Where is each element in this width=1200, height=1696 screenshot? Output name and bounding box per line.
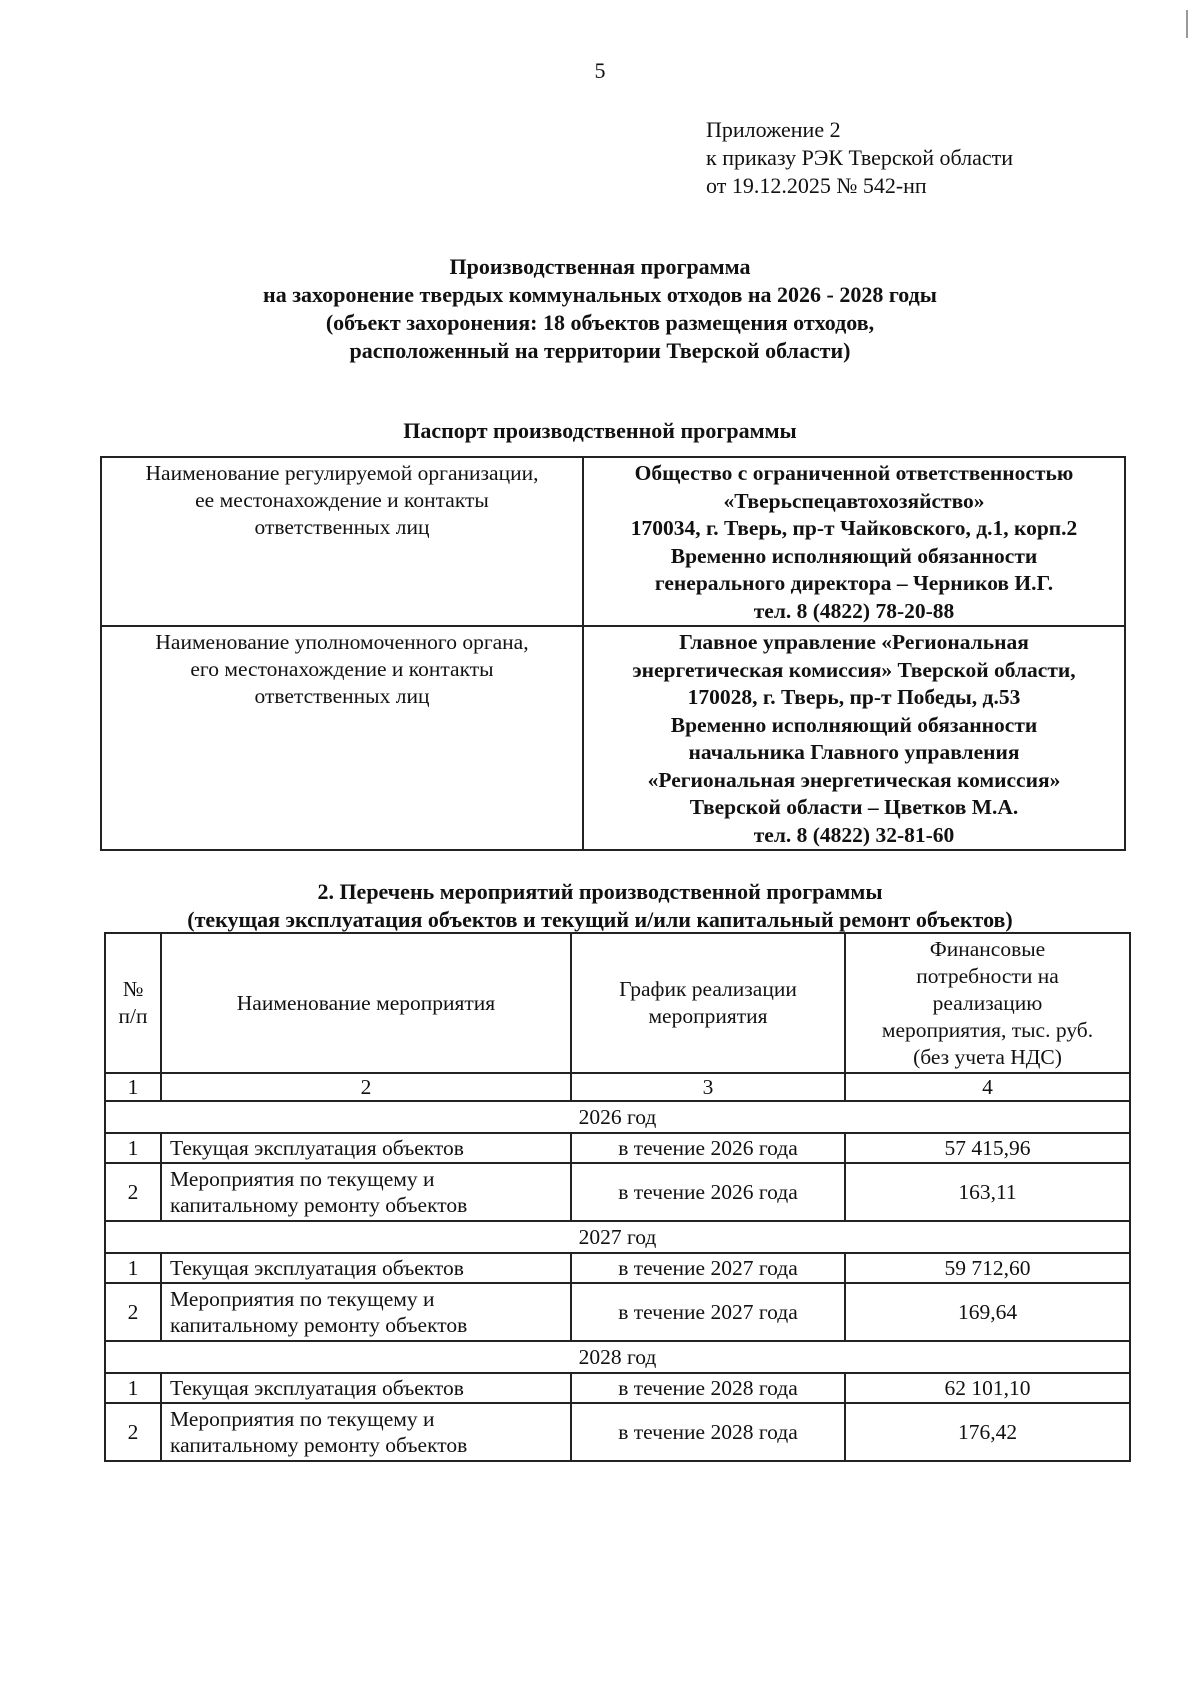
label-line: Наименование регулируемой организации, xyxy=(145,461,539,485)
row-finance: 169,64 xyxy=(845,1283,1130,1341)
name-line: Мероприятия по текущему и xyxy=(170,1407,435,1431)
table-header-row xyxy=(105,933,1130,1073)
header-finance xyxy=(845,933,1130,1073)
header-line: потребности на xyxy=(916,963,1059,988)
value-line: начальника Главного управления xyxy=(688,740,1020,764)
row-name xyxy=(161,1283,571,1341)
title-line: Производственная программа xyxy=(449,254,751,279)
passport-label xyxy=(101,457,583,626)
section2-title xyxy=(100,878,1100,934)
year-label: 2026 год xyxy=(105,1101,1130,1133)
row-schedule: в течение 2026 года xyxy=(571,1163,845,1221)
appendix-reference xyxy=(706,116,1013,200)
section-title-line: (текущая эксплуатация объектов и текущий и/или капитальный ремонт объектов) xyxy=(187,907,1013,932)
row-num: 1 xyxy=(105,1253,161,1283)
value-line: Временно исполняющий обязанности xyxy=(670,543,1038,568)
row-finance: 57 415,96 xyxy=(845,1133,1130,1163)
value-line: тел. 8 (4822) 78-20-88 xyxy=(753,598,955,623)
row-name xyxy=(161,1403,571,1461)
name-line: капитальному ремонту объектов xyxy=(170,1433,468,1457)
label-line: Наименование уполномоченного органа, xyxy=(155,630,529,654)
value-line: энергетическая комиссия» Тверской области, xyxy=(632,657,1076,682)
passport-row-authority xyxy=(101,626,1125,850)
column-number: 2 xyxy=(161,1073,571,1101)
table-row xyxy=(105,1283,1130,1341)
column-number: 1 xyxy=(105,1073,161,1101)
row-name xyxy=(161,1253,571,1283)
header-num xyxy=(105,933,161,1073)
name-line: капитальному ремонту объектов xyxy=(170,1193,468,1217)
value-line: Главное управление «Региональная xyxy=(679,630,1029,654)
row-schedule: в течение 2028 года xyxy=(571,1373,845,1403)
title-line: на захоронение твердых коммунальных отходов на 2026 - 2028 годы xyxy=(263,282,937,307)
header-line: Финансовые xyxy=(929,936,1046,961)
value-line: генерального директора – Черников И.Г. xyxy=(654,571,1054,595)
name-line: Текущая эксплуатация объектов xyxy=(170,1135,464,1160)
label-line: ее местонахождение и контакты xyxy=(195,488,489,512)
year-row-2028 xyxy=(105,1341,1130,1373)
row-name xyxy=(161,1163,571,1221)
passport-row-organization xyxy=(101,457,1125,626)
value-line: тел. 8 (4822) 32-81-60 xyxy=(753,822,955,847)
table-row xyxy=(105,1253,1130,1283)
label-line: его местонахождение и контакты xyxy=(190,657,494,681)
value-line: «Тверьспецавтохозяйство» xyxy=(723,488,985,513)
row-name xyxy=(161,1373,571,1403)
appendix-line: от 19.12.2025 № 542-нп xyxy=(706,173,927,198)
section-title-line: 2. Перечень мероприятий производственной программы xyxy=(317,879,883,904)
year-row-2027 xyxy=(105,1221,1130,1253)
header-line: мероприятия, тыс. руб. xyxy=(881,1017,1094,1042)
title-line: (объект захоронения: 18 объектов размещения отходов, xyxy=(325,310,875,335)
row-schedule: в течение 2026 года xyxy=(571,1133,845,1163)
header-line: График реализации xyxy=(619,977,797,1001)
value-line: 170028, г. Тверь, пр-т Победы, д.53 xyxy=(687,685,1021,709)
name-line: Текущая эксплуатация объектов xyxy=(170,1375,464,1400)
row-schedule: в течение 2027 года xyxy=(571,1283,845,1341)
appendix-line: к приказу РЭК Тверской области xyxy=(706,145,1014,170)
header-line: (без учета НДС) xyxy=(913,1044,1062,1069)
table-row xyxy=(105,1403,1130,1461)
table-row xyxy=(105,1163,1130,1221)
passport-label xyxy=(101,626,583,850)
passport-value xyxy=(583,626,1125,850)
row-num: 2 xyxy=(105,1283,161,1341)
page-number: 5 xyxy=(594,58,606,83)
row-num: 2 xyxy=(105,1403,161,1461)
value-line: 170034, г. Тверь, пр-т Чайковского, д.1, корп.2 xyxy=(630,516,1078,540)
scan-edge-mark xyxy=(1186,10,1188,38)
row-finance: 62 101,10 xyxy=(845,1373,1130,1403)
value-line: Тверской области – Цветков М.А. xyxy=(689,795,1019,819)
table-row xyxy=(105,1133,1130,1163)
year-row-2026 xyxy=(105,1101,1130,1133)
column-number-row xyxy=(105,1073,1130,1101)
header-line: мероприятия xyxy=(648,1004,768,1028)
name-line: Мероприятия по текущему и xyxy=(170,1287,435,1311)
value-line: Общество с ограниченной ответственностью xyxy=(634,461,1074,485)
measures-table xyxy=(104,932,1131,1462)
column-number: 4 xyxy=(845,1073,1130,1101)
header-line: п/п xyxy=(118,1004,148,1028)
passport-title: Паспорт производственной программы xyxy=(403,418,797,443)
name-line: Текущая эксплуатация объектов xyxy=(170,1255,464,1280)
row-schedule: в течение 2028 года xyxy=(571,1403,845,1461)
title-line: расположенный на территории Тверской области) xyxy=(349,338,851,363)
value-line: «Региональная энергетическая комиссия» xyxy=(647,767,1061,792)
passport-table xyxy=(100,456,1126,851)
header-line: № xyxy=(122,977,144,1001)
row-num: 1 xyxy=(105,1133,161,1163)
header-line: реализацию xyxy=(932,990,1043,1015)
document-title xyxy=(100,253,1100,365)
label-line: ответственных лиц xyxy=(254,684,430,708)
row-num: 1 xyxy=(105,1373,161,1403)
row-schedule: в течение 2027 года xyxy=(571,1253,845,1283)
year-label: 2027 год xyxy=(105,1221,1130,1253)
row-num: 2 xyxy=(105,1163,161,1221)
table-row xyxy=(105,1373,1130,1403)
year-label: 2028 год xyxy=(105,1341,1130,1373)
row-name xyxy=(161,1133,571,1163)
name-line: капитальному ремонту объектов xyxy=(170,1313,468,1337)
name-line: Мероприятия по текущему и xyxy=(170,1167,435,1191)
label-line: ответственных лиц xyxy=(254,515,430,539)
value-line: Временно исполняющий обязанности xyxy=(670,712,1038,737)
column-number: 3 xyxy=(571,1073,845,1101)
header-name: Наименование мероприятия xyxy=(161,933,571,1073)
passport-value xyxy=(583,457,1125,626)
row-finance: 59 712,60 xyxy=(845,1253,1130,1283)
row-finance: 176,42 xyxy=(845,1403,1130,1461)
header-schedule xyxy=(571,933,845,1073)
appendix-line: Приложение 2 xyxy=(706,117,841,142)
row-finance: 163,11 xyxy=(845,1163,1130,1221)
